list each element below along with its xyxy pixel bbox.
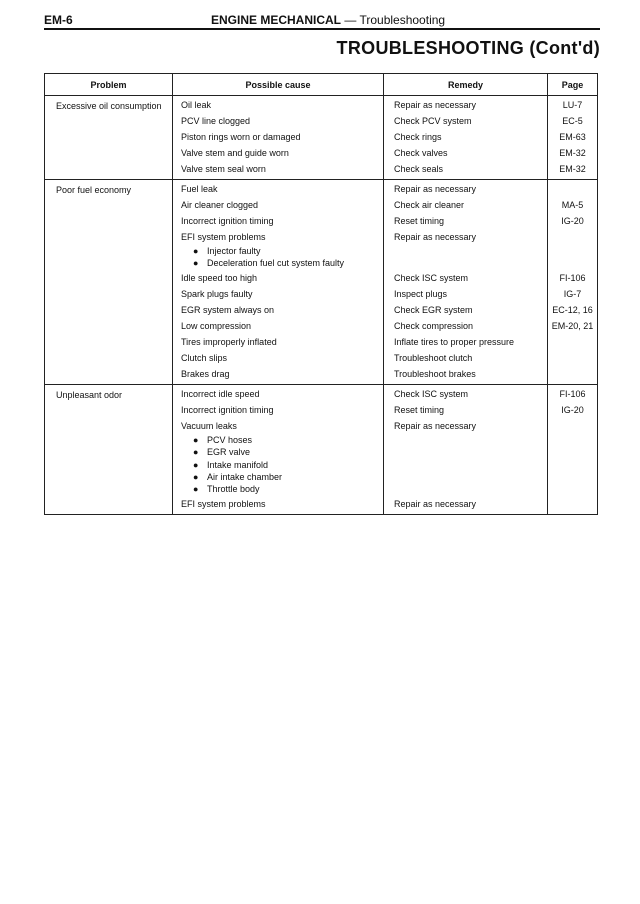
cause-subitem-text: PCV hoses	[207, 434, 253, 445]
remedy-item: Check air cleaner	[394, 200, 465, 210]
page-ref: LU-7	[562, 100, 583, 110]
remedy-cell	[384, 384, 548, 514]
page-ref-cell	[548, 180, 598, 385]
remedy-cell	[384, 180, 548, 385]
bullet-icon: ●	[193, 258, 199, 269]
page-ref: EM-63	[559, 132, 586, 142]
cause-item: Piston rings worn or damaged	[181, 132, 301, 142]
cause-subitem-text: Throttle body	[207, 484, 260, 495]
cause-item: Valve stem seal worn	[181, 164, 266, 174]
cause-item: Valve stem and guide worn	[181, 148, 289, 158]
problem-cell	[45, 96, 173, 180]
remedy-item: Troubleshoot brakes	[394, 368, 476, 379]
table-row	[45, 384, 598, 514]
problem-label: Excessive oil consumption	[56, 101, 162, 111]
cause-cell	[173, 384, 384, 514]
page-spacer	[548, 245, 597, 257]
cause-subitem-text: EGR valve	[207, 447, 251, 458]
page-ref: EM-32	[559, 164, 586, 174]
remedy-spacer	[384, 471, 547, 483]
cause-subitem-text: Intake manifold	[207, 459, 269, 470]
page-ref: FI-106	[559, 388, 586, 399]
remedy-item: Check seals	[394, 164, 444, 174]
title-separator: —	[341, 13, 360, 27]
remedy-spacer	[384, 245, 547, 257]
page-spacer	[548, 446, 597, 458]
page-ref	[548, 181, 597, 197]
cause-item: Vacuum leaks	[181, 420, 237, 431]
cause-subitem	[173, 434, 383, 446]
page-ref: EC-5	[562, 116, 583, 126]
cause-item: EFI system problems	[181, 232, 266, 242]
problem-cell	[45, 180, 173, 385]
page-ref	[548, 229, 597, 245]
cause-item: Air cleaner clogged	[181, 200, 259, 210]
cause-subitem	[173, 245, 383, 257]
bullet-icon: ●	[193, 471, 199, 482]
remedy-cell	[384, 96, 548, 180]
remedy-spacer	[384, 459, 547, 471]
bullet-icon: ●	[193, 246, 199, 256]
cause-item: Spark plugs faulty	[181, 288, 253, 299]
cause-cell	[173, 180, 384, 385]
remedy-item: Repair as necessary	[394, 100, 477, 110]
cause-item: Oil leak	[181, 100, 212, 110]
page-ref-cell	[548, 96, 598, 180]
page-ref: IG-7	[563, 288, 582, 299]
problem-cell	[45, 384, 173, 514]
remedy-item: Troubleshoot clutch	[394, 352, 473, 363]
header-rule	[44, 28, 600, 30]
troubleshooting-table	[44, 73, 598, 515]
cause-item: Brakes drag	[181, 368, 230, 379]
page-number: EM-6	[44, 13, 73, 27]
column-header-remedy: Remedy	[384, 74, 548, 96]
cause-item: EGR system always on	[181, 304, 275, 315]
page-ref: EC-12, 16	[552, 304, 593, 315]
cause-item: Incorrect ignition timing	[181, 404, 274, 415]
cause-subitem-text: Injector faulty	[207, 246, 261, 256]
cause-subitem	[173, 446, 383, 458]
cause-item: PCV line clogged	[181, 116, 251, 126]
column-header-problem: Problem	[45, 74, 173, 96]
cause-item: Incorrect idle speed	[181, 388, 260, 399]
page-ref: IG-20	[561, 216, 584, 226]
page-ref: MA-5	[561, 200, 584, 210]
remedy-item: Repair as necessary	[394, 420, 477, 431]
remedy-item: Check rings	[394, 132, 442, 142]
page-spacer	[548, 257, 597, 269]
column-header-cause: Possible cause	[173, 74, 384, 96]
remedy-item: Reset timing	[394, 404, 445, 415]
page-ref	[548, 334, 597, 350]
page-spacer	[548, 483, 597, 495]
remedy-item: Check EGR system	[394, 304, 473, 315]
cause-subitem	[173, 257, 383, 269]
remedy-item: Check valves	[394, 148, 448, 158]
remedy-item: Reset timing	[394, 216, 445, 226]
column-header-page: Page	[548, 74, 598, 96]
table-body	[45, 96, 598, 515]
page-ref-cell	[548, 384, 598, 514]
remedy-spacer	[384, 434, 547, 446]
cause-item: Low compression	[181, 320, 252, 331]
section-name: ENGINE MECHANICAL	[211, 13, 342, 27]
remedy-spacer	[384, 257, 547, 269]
problem-label: Poor fuel economy	[56, 185, 132, 195]
table-header-row	[45, 74, 598, 96]
page-ref	[548, 366, 597, 382]
cause-subitem	[173, 483, 383, 495]
remedy-spacer	[384, 446, 547, 458]
remedy-item: Inspect plugs	[394, 288, 448, 299]
bullet-icon: ●	[193, 459, 199, 470]
cause-item: Tires improperly inflated	[181, 336, 277, 347]
remedy-item: Repair as necessary	[394, 232, 477, 242]
page-ref	[548, 418, 597, 434]
remedy-item: Check PCV system	[394, 116, 472, 126]
cause-item: Incorrect ignition timing	[181, 216, 274, 226]
remedy-item: Repair as necessary	[394, 184, 477, 194]
cause-subitem-text: Deceleration fuel cut system faulty	[207, 258, 345, 269]
page-ref: FI-106	[559, 272, 586, 283]
remedy-item: Repair as necessary	[394, 498, 477, 509]
cause-item: Clutch slips	[181, 352, 228, 363]
remedy-item: Inflate tires to proper pressure	[394, 336, 515, 347]
page-spacer	[548, 459, 597, 471]
table-row	[45, 96, 598, 180]
cause-subitem	[173, 459, 383, 471]
page-ref: EM-20, 21	[551, 320, 594, 331]
bullet-icon: ●	[193, 447, 199, 458]
cause-subitem-text: Air intake chamber	[207, 471, 283, 482]
page-ref: IG-20	[561, 404, 584, 415]
bullet-icon: ●	[193, 484, 199, 495]
remedy-item: Check compression	[394, 320, 474, 331]
page-header	[44, 11, 600, 29]
page-spacer	[548, 471, 597, 483]
page-title: TROUBLESHOOTING (Cont'd)	[336, 38, 600, 58]
cause-cell	[173, 96, 384, 180]
page-ref	[548, 350, 597, 366]
remedy-item: Check ISC system	[394, 272, 469, 283]
cause-item: EFI system problems	[181, 498, 266, 509]
problem-label: Unpleasant odor	[56, 389, 123, 400]
page-ref: EM-32	[559, 148, 586, 158]
cause-item: Fuel leak	[181, 184, 218, 194]
remedy-item: Check ISC system	[394, 388, 469, 399]
table-row	[45, 180, 598, 385]
bullet-icon: ●	[193, 434, 199, 445]
running-title	[211, 13, 445, 27]
page-spacer	[548, 434, 597, 446]
cause-item: Idle speed too high	[181, 272, 258, 283]
cause-subitem	[173, 471, 383, 483]
subsection-name: Troubleshooting	[359, 13, 446, 27]
page-ref	[548, 496, 597, 512]
remedy-spacer	[384, 483, 547, 495]
